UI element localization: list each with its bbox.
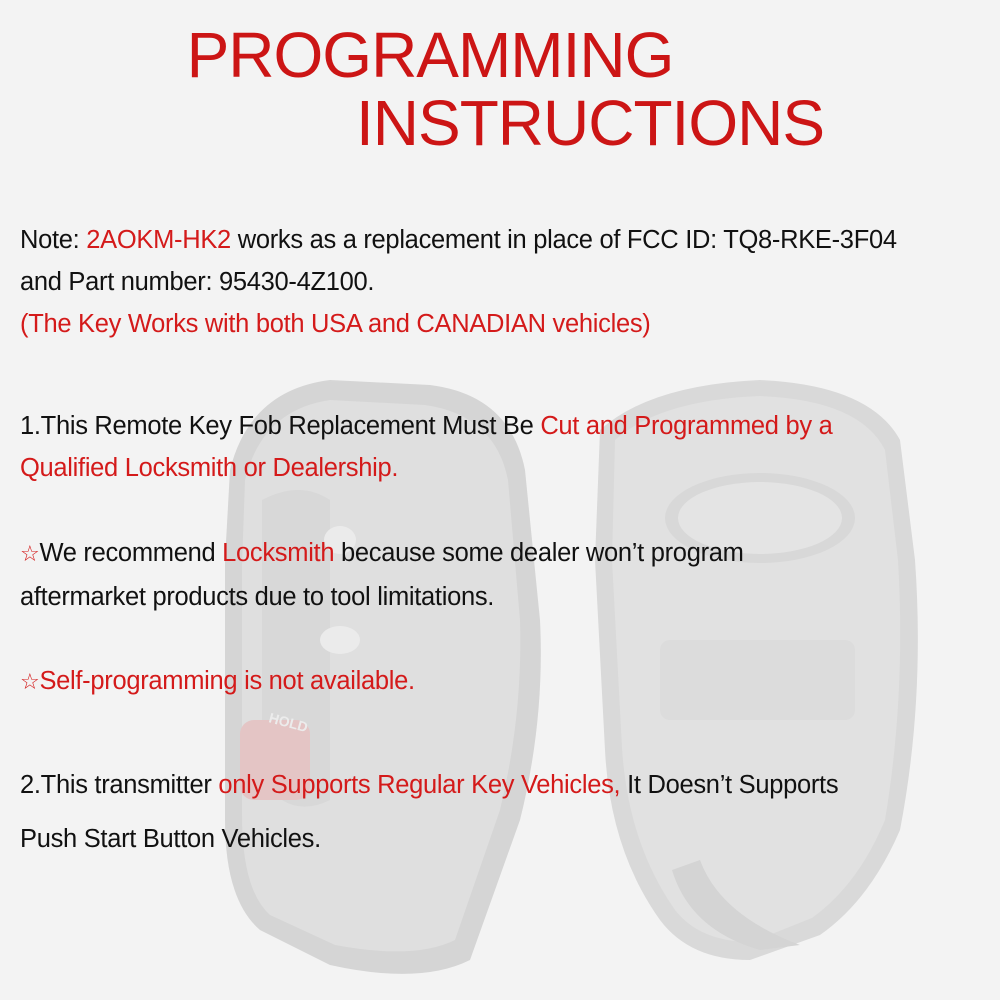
step-1-highlight-2: Qualified Locksmith or Dealership.	[20, 454, 399, 482]
recommend-text-1: We recommend	[39, 539, 223, 567]
step-2-paragraph	[20, 758, 995, 866]
step-2-text-1: 2.This transmitter	[20, 771, 219, 799]
star-icon: ☆	[20, 542, 40, 567]
note-paragraph	[20, 219, 995, 345]
self-programming-line	[20, 660, 995, 704]
step-2-text-2: It Doesn’t Supports	[620, 771, 839, 799]
step-1-paragraph	[20, 405, 995, 489]
page-title-line-2: INSTRUCTIONS	[356, 87, 824, 159]
note-prefix: Note:	[20, 226, 87, 254]
fob-hold-label: HOLD	[267, 709, 310, 736]
note-line-2: and Part number: 95430-4Z100.	[20, 268, 375, 296]
self-programming-paragraph	[20, 660, 995, 704]
compatibility-note: (The Key Works with both USA and CANADIAN vehicles)	[20, 310, 651, 338]
recommend-highlight: Locksmith	[222, 539, 335, 567]
note-text-1: works as a replacement in place of FCC ID: TQ8-RKE-3F04	[230, 226, 897, 254]
self-programming-text: Self-programming is not available.	[39, 667, 415, 695]
model-number: 2AOKM-HK2	[86, 226, 231, 254]
step-1-text: 1.This Remote Key Fob Replacement Must Be	[20, 412, 541, 440]
step-1-line-1	[20, 405, 995, 447]
step-2-line-1	[20, 758, 995, 812]
note-line-1	[20, 219, 995, 261]
recommend-text-2: because some dealer won’t program	[334, 539, 744, 567]
step-2-line-2: Push Start Button Vehicles.	[20, 825, 321, 853]
recommend-line-1	[20, 532, 995, 576]
step-1-highlight-1: Cut and Programmed by a	[540, 412, 833, 440]
recommend-line-2: aftermarket products due to tool limitations.	[20, 583, 495, 611]
recommend-paragraph	[20, 532, 995, 618]
star-icon: ☆	[20, 670, 40, 695]
page-title-line-1: PROGRAMMING	[186, 19, 674, 91]
step-2-highlight: only Supports Regular Key Vehicles,	[218, 771, 621, 799]
